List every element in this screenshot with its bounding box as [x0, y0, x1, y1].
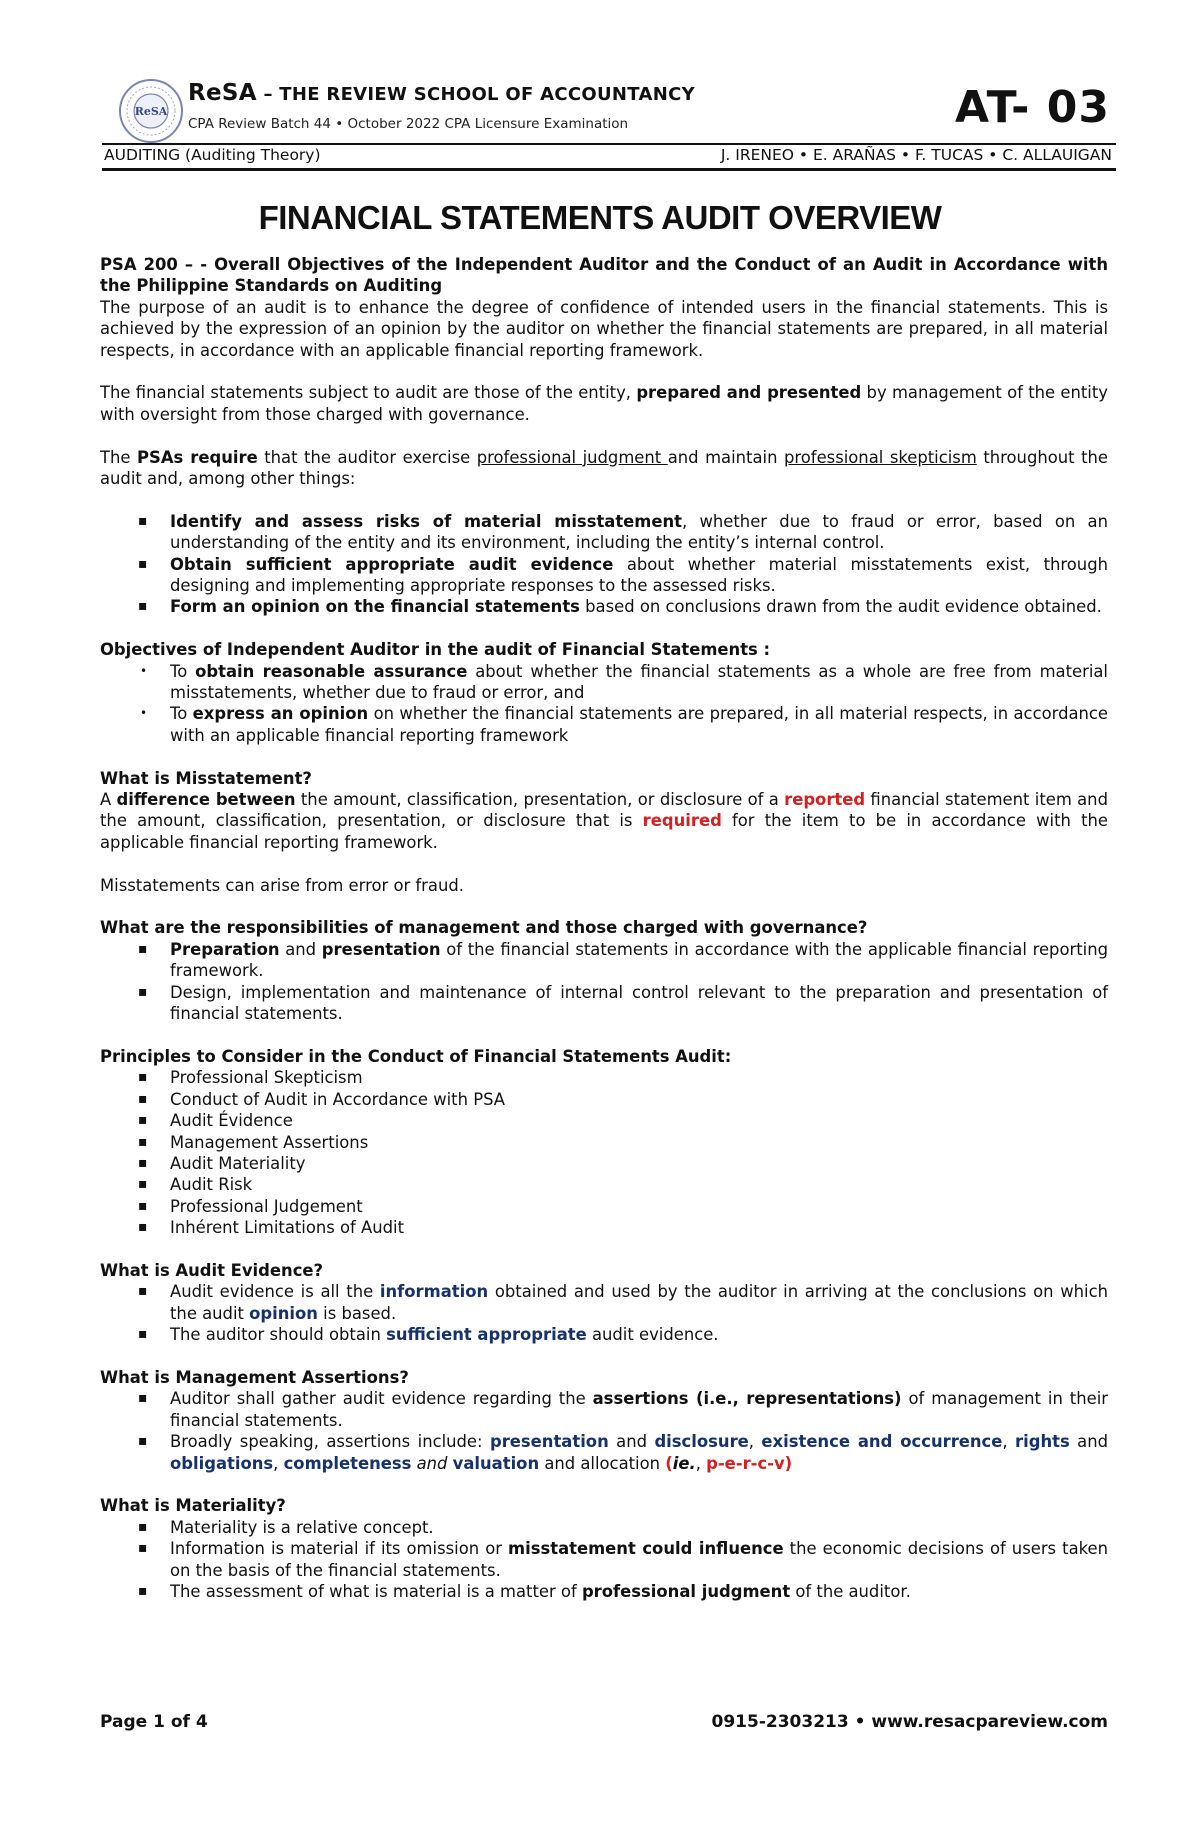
contact-info: 0915-2303213 • www.resacpareview.com [711, 1712, 1108, 1732]
misstatement-paragraph-2: Misstatements can arise from error or fraud. [100, 875, 464, 895]
list-item: ▪ Professional Skepticism [170, 1067, 1108, 1088]
list-item: ▪ Audit evidence is all the information obtained and used by the auditor in arriving at the conclusions on which the audit opinion is based. [170, 1281, 1108, 1324]
batch-info: CPA Review Batch 44 • October 2022 CPA Licensure Examination [188, 116, 629, 132]
list-item: • To obtain reasonable assurance about whether the financial statements as a whole are free from material misstatements, whether due to fraud or error, and [170, 661, 1108, 704]
psa200-paragraph-1: The purpose of an audit is to enhance the degree of confidence of intended users in the financial statements. This is achieved by the expression of an opinion by the auditor on whether the financial statements are prepared, in all material respects, in accordance with an applicable financial reporting framework. [100, 297, 1108, 360]
misstatement-paragraph: A difference between the amount, classification, presentation, or disclosure of a reported financial statement item and the amount, classification, presentation, or disclosure that is required for the item to be in accordance with the applicable financial reporting framework. [100, 790, 1108, 852]
principles-list [100, 1067, 1108, 1238]
objectives-list [100, 661, 1108, 747]
school-rest: – THE REVIEW SCHOOL OF ACCOUNTANCY [256, 84, 695, 105]
responsibilities-heading: What are the responsibilities of management and those charged with governance? [100, 918, 868, 938]
list-item: ▪ Auditor shall gather audit evidence regarding the assertions (i.e., representations) of management in their financial statements. [170, 1388, 1108, 1431]
list-item: ▪ Form an opinion on the financial statements based on conclusions drawn from the audit evidence obtained. [170, 596, 1108, 617]
list-item: ▪ Professional Judgement [170, 1196, 1108, 1217]
header-rule-bottom [102, 168, 1116, 171]
resa-logo [118, 78, 184, 144]
list-item: ▪ The assessment of what is material is a matter of professional judgment of the auditor. [170, 1581, 1108, 1602]
logo-text: ReSA [134, 105, 168, 118]
objectives-heading: Objectives of Independent Auditor in the audit of Financial Statements : [100, 640, 771, 660]
authors-label: J. IRENEO • E. ARAÑAS • F. TUCAS • C. ALLAUIGAN [720, 146, 1112, 164]
list-item: ▪ The auditor should obtain sufficient appropriate audit evidence. [170, 1324, 1108, 1345]
list-item: ▪ Broadly speaking, assertions include: presentation and disclosure, existence and occurrence, rights and obligations, completeness and valuation and allocation (ie., p-e-r-c-v) [170, 1431, 1108, 1474]
materiality-list [100, 1517, 1108, 1603]
main-content [100, 254, 1108, 1602]
list-item: ▪ Preparation and presentation of the financial statements in accordance with the applicable financial reporting framework. [170, 939, 1108, 982]
misstatement-heading: What is Misstatement? [100, 768, 312, 788]
list-item: ▪ Obtain sufficient appropriate audit evidence about whether material misstatements exist, through designing and implementing appropriate responses to the assessed risks. [170, 554, 1108, 597]
list-item: • To express an opinion on whether the financial statements are prepared, in all material respects, in accordance with an applicable financial reporting framework [170, 703, 1108, 746]
evidence-heading: What is Audit Evidence? [100, 1260, 324, 1280]
list-item: ▪ Audit Évidence [170, 1110, 1108, 1131]
principles-heading: Principles to Consider in the Conduct of Financial Statements Audit: [100, 1046, 732, 1066]
assertions-heading: What is Management Assertions? [100, 1367, 409, 1387]
school-name [188, 80, 695, 106]
page-number: Page 1 of 4 [100, 1712, 208, 1732]
list-item: ▪ Design, implementation and maintenance of internal control relevant to the preparation and presentation of financial statements. [170, 982, 1108, 1025]
list-item: ▪ Audit Materiality [170, 1153, 1108, 1174]
assertions-list [100, 1388, 1108, 1474]
materiality-heading: What is Materiality? [100, 1496, 286, 1516]
page-title: FINANCIAL STATEMENTS AUDIT OVERVIEW [258, 199, 942, 236]
psa200-bullets [100, 511, 1108, 618]
responsibilities-list [100, 939, 1108, 1025]
list-item: ▪ Information is material if its omission or misstatement could influence the economic decisions of users taken on the basis of the financial statements. [170, 1538, 1108, 1581]
list-item: ▪ Identify and assess risks of material misstatement, whether due to fraud or error, based on an understanding of the entity and its environment, including the entity’s internal control. [170, 511, 1108, 554]
psa200-paragraph-3: The PSAs require that the auditor exercise professional judgment and maintain professional skepticism throughout the audit and, among other things: [100, 447, 1108, 489]
list-item: ▪ Inhérent Limitations of Audit [170, 1217, 1108, 1238]
subject-label: AUDITING (Auditing Theory) [104, 146, 321, 164]
list-item: ▪ Audit Risk [170, 1174, 1108, 1195]
list-item: ▪ Materiality is a relative concept. [170, 1517, 1108, 1538]
evidence-list [100, 1281, 1108, 1345]
list-item: ▪ Management Assertions [170, 1132, 1108, 1153]
psa200-heading: PSA 200 – - Overall Objectives of the Independent Auditor and the Conduct of an Audit in Accordance with the Philippine Standards on Auditing [100, 255, 1108, 296]
school-brand: ReSA [188, 80, 257, 106]
list-item: ▪ Conduct of Audit in Accordance with PSA [170, 1089, 1108, 1110]
psa200-paragraph-2: The financial statements subject to audit are those of the entity, prepared and presented by management of the entity with oversight from those charged with governance. [100, 383, 1108, 424]
header-rule [102, 143, 1116, 145]
document-code: AT- 03 [955, 82, 1110, 133]
